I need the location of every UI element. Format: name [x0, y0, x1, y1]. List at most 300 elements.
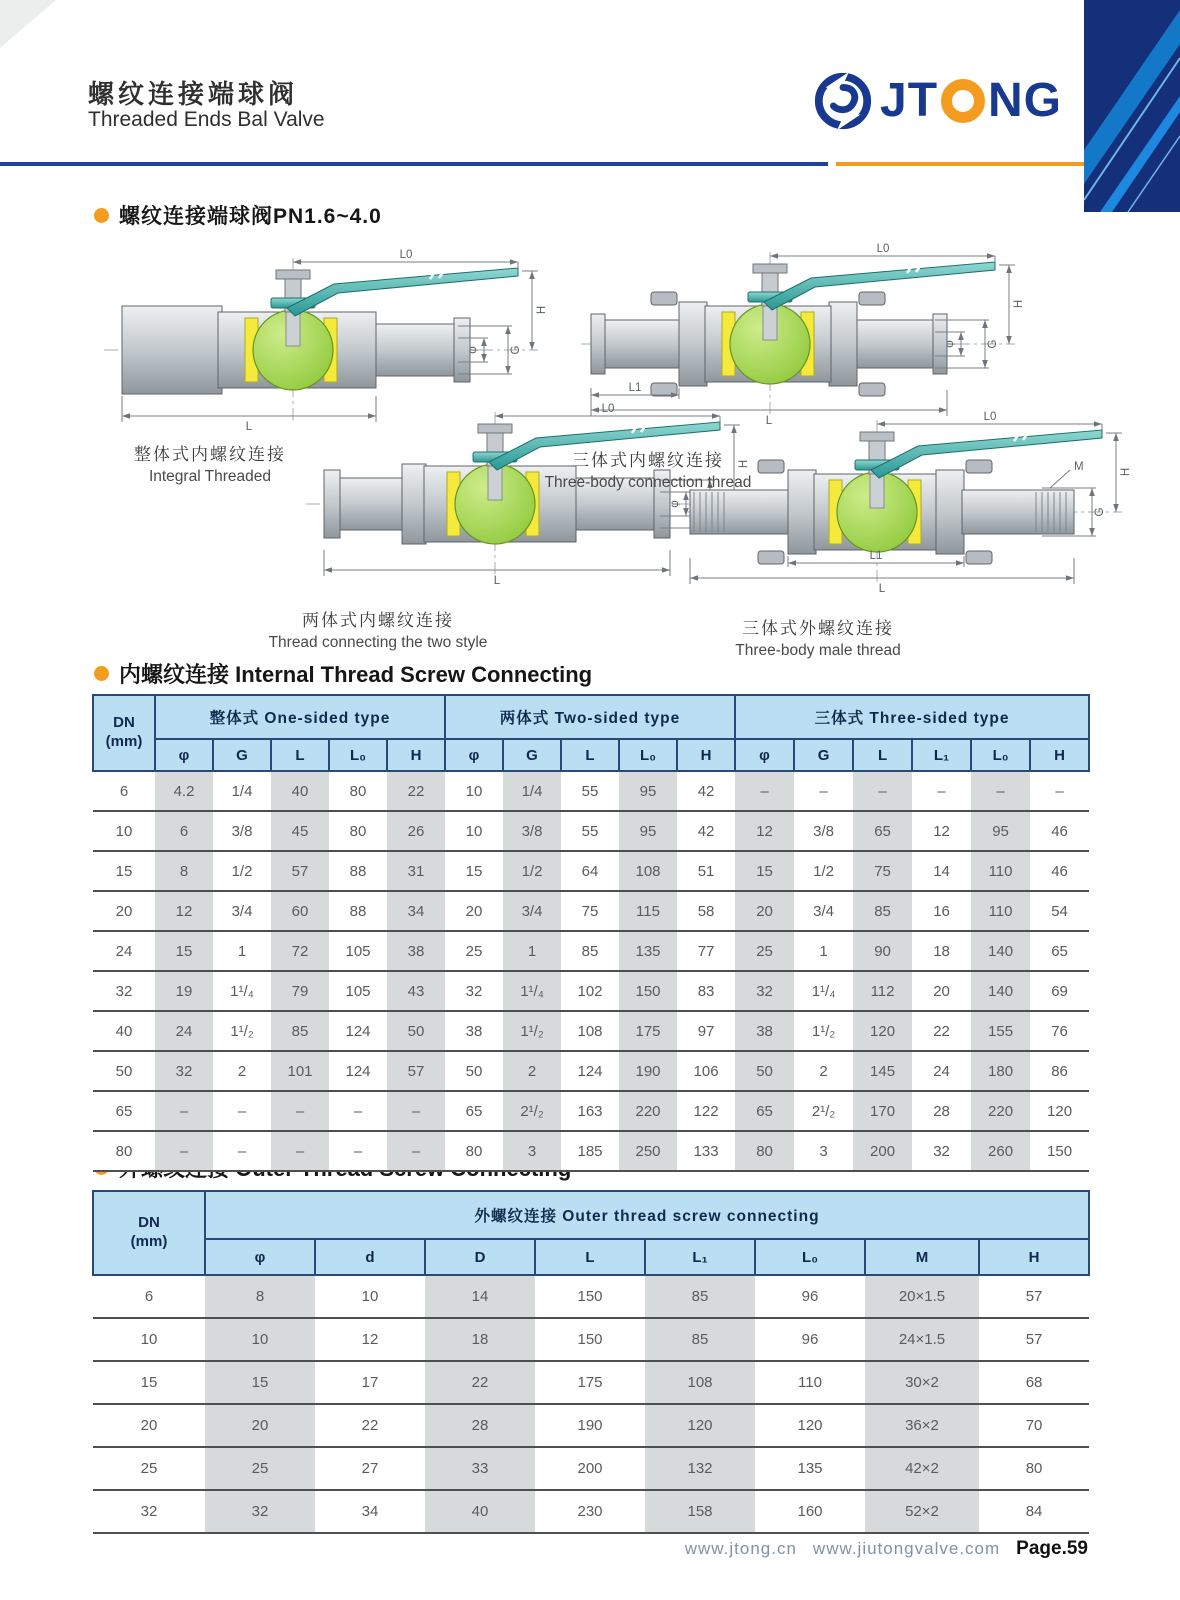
table-cell: 52×2: [865, 1490, 979, 1533]
column-header: H: [1030, 739, 1089, 771]
table-cell: 10: [445, 771, 503, 811]
table-cell: 24×1.5: [865, 1318, 979, 1361]
dn-cell: 10: [93, 811, 155, 851]
table-cell: 3/4: [503, 891, 561, 931]
table-cell: 1¹/₂: [213, 1011, 271, 1051]
table-cell: 16: [912, 891, 971, 931]
table-cell: 190: [619, 1051, 677, 1091]
table-cell: 140: [971, 931, 1030, 971]
table-cell: 4.2: [155, 771, 213, 811]
diagram-caption: 三体式外螺纹连接 Three-body male thread: [735, 619, 901, 659]
svg-text:L1: L1: [869, 550, 883, 562]
table-row: [93, 1275, 1089, 1318]
table-cell: 1/2: [503, 851, 561, 891]
group-header: 整体式 One-sided type: [155, 695, 445, 739]
table-cell: –: [271, 1131, 329, 1171]
table-cell: 76: [1030, 1011, 1089, 1051]
column-header: L₁: [912, 739, 971, 771]
table-cell: 57: [979, 1318, 1089, 1361]
table-cell: 42×2: [865, 1447, 979, 1490]
table-cell: –: [735, 771, 794, 811]
table-cell: 55: [561, 811, 619, 851]
page-title-zh: 螺纹连接端球阀: [88, 79, 299, 109]
svg-text:L0: L0: [983, 411, 997, 423]
svg-text:φ: φ: [669, 500, 681, 508]
table-row: [93, 971, 1089, 1011]
dn-cell: 6: [93, 771, 155, 811]
dn-cell: 65: [93, 1091, 155, 1131]
bullet-icon: [94, 208, 109, 223]
table-cell: 1: [503, 931, 561, 971]
column-header: G: [794, 739, 853, 771]
table-cell: –: [155, 1131, 213, 1171]
table-cell: 72: [271, 931, 329, 971]
jtong-logo-icon: [812, 70, 874, 132]
table-cell: 124: [329, 1051, 387, 1091]
group-header: 外螺纹连接 Outer thread screw connecting: [205, 1191, 1089, 1239]
table-row: [93, 891, 1089, 931]
table-row: [93, 1011, 1089, 1051]
table-cell: 1/2: [213, 851, 271, 891]
section-title: 内螺纹连接 Internal Thread Screw Connecting: [119, 662, 593, 687]
group-header: 两体式 Two-sided type: [445, 695, 735, 739]
table-cell: 122: [677, 1091, 735, 1131]
table-cell: 140: [971, 971, 1030, 1011]
table-cell: 1/2: [794, 851, 853, 891]
table-cell: 1/4: [503, 771, 561, 811]
table-row: [93, 1361, 1089, 1404]
table-cell: 40: [271, 771, 329, 811]
table-cell: 60: [271, 891, 329, 931]
svg-text:H: H: [1013, 299, 1025, 309]
dn-cell: 50: [93, 1051, 155, 1091]
table-cell: –: [155, 1091, 213, 1131]
table-cell: 155: [971, 1011, 1030, 1051]
svg-text:H: H: [1120, 467, 1132, 477]
table-cell: 46: [1030, 811, 1089, 851]
table-cell: 32: [445, 971, 503, 1011]
table-cell: 1: [794, 931, 853, 971]
table-cell: 50: [387, 1011, 445, 1051]
table-cell: 145: [853, 1051, 912, 1091]
table-cell: 15: [735, 851, 794, 891]
table-cell: 158: [645, 1490, 755, 1533]
table-cell: 12: [155, 891, 213, 931]
table-cell: 96: [755, 1318, 865, 1361]
table-cell: 18: [425, 1318, 535, 1361]
section-title: 螺纹连接端球阀PN1.6~4.0: [119, 205, 382, 228]
table-cell: 85: [645, 1275, 755, 1318]
table-cell: 80: [445, 1131, 503, 1171]
table-cell: 120: [755, 1404, 865, 1447]
table-cell: 38: [445, 1011, 503, 1051]
table-cell: 3: [503, 1131, 561, 1171]
table-row: [93, 1404, 1089, 1447]
table-cell: 20: [445, 891, 503, 931]
table-cell: 10: [315, 1275, 425, 1318]
table-cell: 1¹/₄: [503, 971, 561, 1011]
table-cell: 42: [677, 811, 735, 851]
table-row: [93, 771, 1089, 811]
table-row: [93, 931, 1089, 971]
table-cell: 43: [387, 971, 445, 1011]
table-cell: 95: [971, 811, 1030, 851]
table-cell: 70: [979, 1404, 1089, 1447]
column-header: L: [535, 1239, 645, 1275]
table-cell: 1¹/₄: [794, 971, 853, 1011]
page-title-en: Threaded Ends Bal Valve: [88, 108, 325, 131]
table-cell: 80: [329, 811, 387, 851]
table-cell: 27: [315, 1447, 425, 1490]
table-cell: 17: [315, 1361, 425, 1404]
svg-text:G: G: [987, 339, 999, 349]
table-cell: 14: [425, 1275, 535, 1318]
table-cell: 10: [445, 811, 503, 851]
table-cell: 20: [205, 1404, 315, 1447]
table-cell: 88: [329, 891, 387, 931]
column-header: D: [425, 1239, 535, 1275]
table-cell: 220: [619, 1091, 677, 1131]
table-cell: 18: [912, 931, 971, 971]
column-header: H: [387, 739, 445, 771]
table-cell: 250: [619, 1131, 677, 1171]
table-cell: –: [1030, 771, 1089, 811]
svg-text:L: L: [245, 421, 253, 433]
table-cell: 3/4: [213, 891, 271, 931]
table-cell: –: [853, 771, 912, 811]
column-header: G: [213, 739, 271, 771]
column-header: L₀: [329, 739, 387, 771]
svg-text:L: L: [878, 583, 886, 595]
svg-text:L: L: [493, 575, 501, 587]
table-cell: –: [329, 1131, 387, 1171]
table-cell: 85: [853, 891, 912, 931]
column-header: L₁: [645, 1239, 755, 1275]
table-cell: 75: [561, 891, 619, 931]
column-header: H: [979, 1239, 1089, 1275]
table-row: [93, 1490, 1089, 1533]
table-cell: 69: [1030, 971, 1089, 1011]
diagram-caption: 整体式内螺纹连接 Integral Threaded: [134, 445, 286, 485]
column-header: L₀: [755, 1239, 865, 1275]
table-cell: 22: [912, 1011, 971, 1051]
table-cell: 175: [619, 1011, 677, 1051]
table-cell: 51: [677, 851, 735, 891]
section-heading-internal-thread: [94, 658, 592, 689]
table-row: [93, 1447, 1089, 1490]
table-cell: 58: [677, 891, 735, 931]
section-heading-pn: [94, 200, 382, 230]
table-cell: 175: [535, 1361, 645, 1404]
footer-url-2: www.jiutongvalve.com: [812, 1539, 1001, 1558]
column-header: G: [503, 739, 561, 771]
table-cell: 1/4: [213, 771, 271, 811]
svg-text:L0: L0: [876, 243, 890, 255]
table-cell: 1¹/₂: [794, 1011, 853, 1051]
table-cell: 32: [205, 1490, 315, 1533]
dn-cell: 40: [93, 1011, 155, 1051]
table-cell: 8: [155, 851, 213, 891]
table-cell: 108: [645, 1361, 755, 1404]
table-cell: 105: [329, 971, 387, 1011]
table-cell: 22: [315, 1404, 425, 1447]
table-cell: 30×2: [865, 1361, 979, 1404]
table-cell: –: [329, 1091, 387, 1131]
internal-thread-table-wrap: [92, 694, 1088, 1172]
footer-url-1: www.jtong.cn: [684, 1539, 797, 1558]
table-cell: 160: [755, 1490, 865, 1533]
table-cell: 200: [853, 1131, 912, 1171]
table-cell: 34: [315, 1490, 425, 1533]
diagram-caption: 两体式内螺纹连接 Thread connecting the two style: [268, 611, 488, 651]
table-cell: 50: [735, 1051, 794, 1091]
table-cell: 230: [535, 1490, 645, 1533]
table-row: [93, 851, 1089, 891]
table-cell: 45: [271, 811, 329, 851]
table-cell: 20×1.5: [865, 1275, 979, 1318]
table-cell: 50: [445, 1051, 503, 1091]
logo-ng: NG: [988, 74, 1063, 127]
table-cell: 180: [971, 1051, 1030, 1091]
svg-text:φ: φ: [467, 346, 479, 354]
table-cell: 54: [1030, 891, 1089, 931]
table-cell: 68: [979, 1361, 1089, 1404]
table-cell: 163: [561, 1091, 619, 1131]
table-subheader-row: [93, 739, 1089, 771]
table-cell: 120: [645, 1404, 755, 1447]
table-cell: –: [271, 1091, 329, 1131]
table-cell: 135: [755, 1447, 865, 1490]
table-cell: 8: [205, 1275, 315, 1318]
table-cell: 57: [979, 1275, 1089, 1318]
table-cell: 15: [445, 851, 503, 891]
table-cell: 106: [677, 1051, 735, 1091]
table-cell: 3: [794, 1131, 853, 1171]
dn-cell: 32: [93, 971, 155, 1011]
table-cell: 85: [561, 931, 619, 971]
table-cell: 1: [213, 931, 271, 971]
table-cell: 110: [755, 1361, 865, 1404]
corner-wedge: [0, 0, 60, 52]
table-cell: 105: [329, 931, 387, 971]
svg-text:L0: L0: [399, 249, 413, 261]
column-header: L: [561, 739, 619, 771]
svg-text:L: L: [765, 415, 773, 427]
table-cell: 6: [155, 811, 213, 851]
svg-text:G: G: [510, 345, 522, 355]
page-footer: [685, 1538, 1088, 1560]
dn-cell: 20: [93, 891, 155, 931]
table-cell: 32: [912, 1131, 971, 1171]
jtong-logo: [812, 70, 1062, 132]
svg-text:M: M: [1074, 461, 1084, 473]
table-cell: 110: [971, 851, 1030, 891]
table-cell: 185: [561, 1131, 619, 1171]
table-cell: –: [213, 1091, 271, 1131]
table-cell: 77: [677, 931, 735, 971]
dn-cell: 32: [93, 1490, 205, 1533]
dn-cell: 15: [93, 1361, 205, 1404]
table-cell: 2: [213, 1051, 271, 1091]
table-cell: 36×2: [865, 1404, 979, 1447]
table-cell: 25: [205, 1447, 315, 1490]
logo-jt: JT: [880, 74, 939, 127]
table-cell: 24: [912, 1051, 971, 1091]
table-cell: 97: [677, 1011, 735, 1051]
header-rule-orange: [836, 162, 1084, 166]
table-cell: 80: [735, 1131, 794, 1171]
dn-cell: 80: [93, 1131, 155, 1171]
dn-cell: 6: [93, 1275, 205, 1318]
table-cell: 31: [387, 851, 445, 891]
table-cell: 3/8: [794, 811, 853, 851]
table-cell: 65: [445, 1091, 503, 1131]
table-cell: 15: [205, 1361, 315, 1404]
table-cell: 124: [561, 1051, 619, 1091]
table-cell: 46: [1030, 851, 1089, 891]
table-cell: 101: [271, 1051, 329, 1091]
dn-cell: 10: [93, 1318, 205, 1361]
table-cell: 12: [912, 811, 971, 851]
dn-header: DN (mm): [93, 1191, 205, 1275]
jtong-logo-text: [880, 74, 1063, 127]
table-cell: 14: [912, 851, 971, 891]
table-cell: 32: [155, 1051, 213, 1091]
table-subheader-row: [93, 1239, 1089, 1275]
table-cell: 57: [271, 851, 329, 891]
dn-cell: 20: [93, 1404, 205, 1447]
table-cell: 110: [971, 891, 1030, 931]
table-cell: 75: [853, 851, 912, 891]
table-cell: 15: [155, 931, 213, 971]
column-header: L: [271, 739, 329, 771]
svg-text:H: H: [738, 459, 750, 469]
valve-diagram-threebody-male: [672, 408, 1142, 608]
table-cell: 120: [853, 1011, 912, 1051]
table-cell: 25: [735, 931, 794, 971]
table-cell: 65: [735, 1091, 794, 1131]
svg-text:G: G: [1094, 507, 1106, 517]
group-header: 三体式 Three-sided type: [735, 695, 1089, 739]
table-cell: 200: [535, 1447, 645, 1490]
table-cell: 150: [619, 971, 677, 1011]
column-header: d: [315, 1239, 425, 1275]
column-header: L: [853, 739, 912, 771]
svg-text:L0: L0: [601, 403, 615, 415]
table-cell: 90: [853, 931, 912, 971]
dn-cell: 24: [93, 931, 155, 971]
table-cell: 85: [271, 1011, 329, 1051]
table-cell: 112: [853, 971, 912, 1011]
table-cell: 10: [205, 1318, 315, 1361]
outer-thread-table: [92, 1190, 1090, 1534]
header-rule-blue: [0, 162, 828, 166]
table-cell: 124: [329, 1011, 387, 1051]
table-cell: –: [794, 771, 853, 811]
page-number: Page.59: [1016, 1538, 1088, 1559]
table-cell: 3/8: [213, 811, 271, 851]
table-row: [93, 1318, 1089, 1361]
table-cell: 190: [535, 1404, 645, 1447]
svg-text:L1: L1: [628, 382, 642, 394]
table-cell: 19: [155, 971, 213, 1011]
table-cell: 150: [535, 1318, 645, 1361]
table-cell: 260: [971, 1131, 1030, 1171]
table-cell: 20: [912, 971, 971, 1011]
table-cell: 115: [619, 891, 677, 931]
table-row: [93, 1051, 1089, 1091]
dn-cell: 15: [93, 851, 155, 891]
table-cell: –: [912, 771, 971, 811]
table-cell: 38: [735, 1011, 794, 1051]
table-cell: 96: [755, 1275, 865, 1318]
table-cell: 1¹/₂: [503, 1011, 561, 1051]
table-cell: 64: [561, 851, 619, 891]
table-cell: 95: [619, 771, 677, 811]
table-cell: 133: [677, 1131, 735, 1171]
svg-text:φ: φ: [944, 340, 956, 348]
table-cell: –: [213, 1131, 271, 1171]
table-cell: 33: [425, 1447, 535, 1490]
table-cell: 2¹/₂: [794, 1091, 853, 1131]
column-header: M: [865, 1239, 979, 1275]
table-cell: –: [387, 1131, 445, 1171]
table-row: [93, 1131, 1089, 1171]
table-cell: 57: [387, 1051, 445, 1091]
table-cell: 120: [1030, 1091, 1089, 1131]
table-cell: 65: [853, 811, 912, 851]
bullet-icon: [94, 666, 109, 681]
table-cell: 150: [1030, 1131, 1089, 1171]
diagram-caption: 三体式内螺纹连接 Three-body connection thread: [544, 451, 752, 491]
table-cell: 1¹/₄: [213, 971, 271, 1011]
outer-thread-table-wrap: [92, 1190, 1088, 1534]
table-cell: 135: [619, 931, 677, 971]
table-row: [93, 811, 1089, 851]
table-cell: 38: [387, 931, 445, 971]
table-cell: 2: [794, 1051, 853, 1091]
table-cell: 80: [979, 1447, 1089, 1490]
table-cell: 84: [979, 1490, 1089, 1533]
table-cell: 2: [503, 1051, 561, 1091]
table-cell: 28: [425, 1404, 535, 1447]
table-cell: 108: [619, 851, 677, 891]
table-cell: –: [387, 1091, 445, 1131]
table-cell: 85: [645, 1318, 755, 1361]
table-cell: 132: [645, 1447, 755, 1490]
table-cell: 102: [561, 971, 619, 1011]
table-cell: 220: [971, 1091, 1030, 1131]
column-header: φ: [735, 739, 794, 771]
table-row: [93, 1091, 1089, 1131]
column-header: φ: [155, 739, 213, 771]
svg-text:H: H: [536, 305, 548, 315]
table-cell: 32: [735, 971, 794, 1011]
dn-header: DN (mm): [93, 695, 155, 771]
logo-o-ring: [941, 79, 985, 123]
table-group-header-row: [93, 695, 1089, 739]
column-header: L₀: [619, 739, 677, 771]
column-header: L₀: [971, 739, 1030, 771]
table-cell: 24: [155, 1011, 213, 1051]
corner-stripe-band: [1084, 0, 1180, 212]
table-cell: 20: [735, 891, 794, 931]
table-cell: 86: [1030, 1051, 1089, 1091]
table-cell: 3/4: [794, 891, 853, 931]
table-cell: 3/8: [503, 811, 561, 851]
table-cell: 95: [619, 811, 677, 851]
table-group-header-row: [93, 1191, 1089, 1239]
